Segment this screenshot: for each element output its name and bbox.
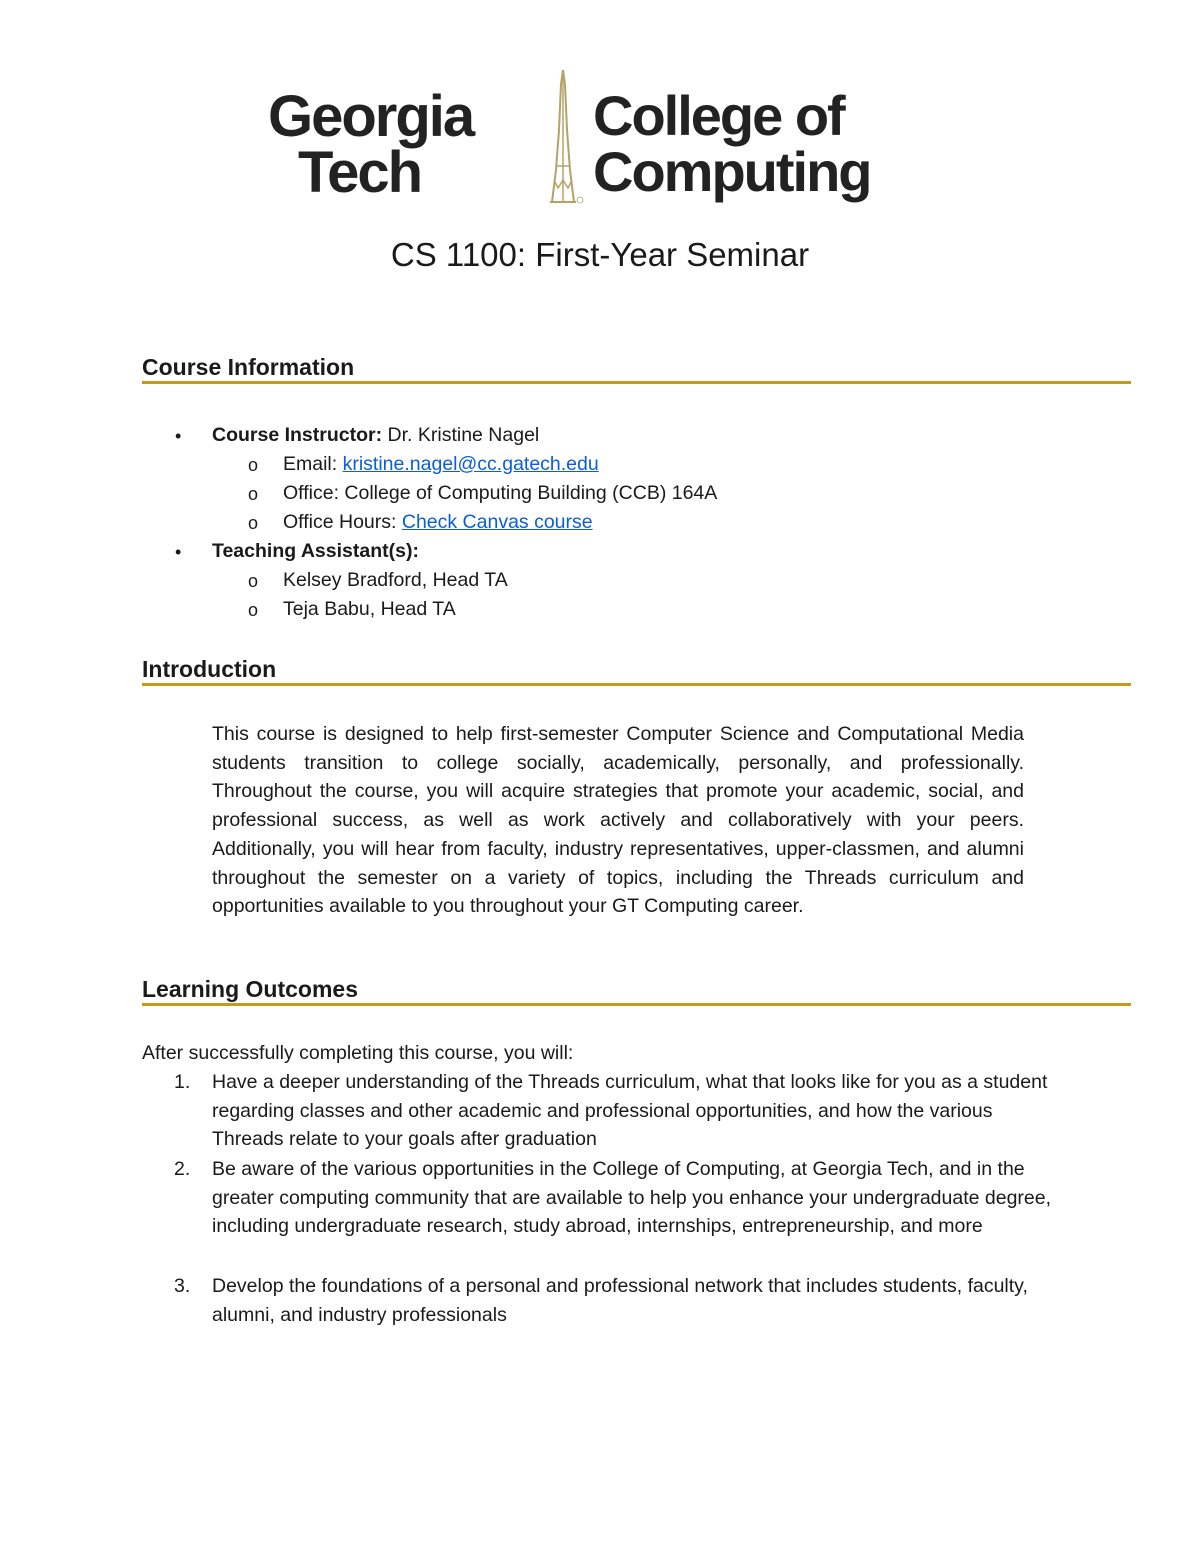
- sub-bullet-office-hours: o: [248, 513, 259, 533]
- bullet-instructor: •: [175, 426, 182, 446]
- email-row: [283, 453, 599, 476]
- outcome-item: Develop the foundations of a personal and professional network that includes students, faculty, alumni, and industry professionals: [212, 1275, 1028, 1326]
- section-heading-course-information: Course Information: [142, 354, 1131, 384]
- logo-word-computing: Computing: [593, 140, 871, 203]
- ta-item: Teja Babu, Head TA: [283, 598, 456, 620]
- outcome-number: 1.: [174, 1071, 191, 1093]
- instructor-name: Dr. Kristine Nagel: [387, 424, 540, 446]
- check-canvas-link[interactable]: Check Canvas course: [401, 511, 593, 533]
- bullet-teaching-assistants: •: [175, 542, 182, 562]
- teaching-assistants-label: Teaching Assistant(s):: [212, 540, 419, 562]
- logo-word-georgia: Georgia: [268, 84, 474, 149]
- sub-bullet-email: o: [248, 455, 259, 475]
- office-hours-label: Office Hours:: [283, 511, 397, 533]
- instructor-label: Course Instructor:: [212, 424, 383, 446]
- office-row: Office: College of Computing Building (CCB) 164A: [283, 482, 718, 504]
- logo-word-college-of: College of: [593, 84, 844, 147]
- tech-tower-icon: [540, 70, 586, 210]
- introduction-paragraph: This course is designed to help first-semester Computer Science and Computational Media students transition to college socially, academically, personally, and professionally. Throughout the course, you will acquire strategies that promote your academic, social, and professional success, as well as work actively and collaboratively with your peers. Additionally, you will hear from faculty, industry representatives, upper-classmen, and alumni throughout the semester on a variety of topics, including the Threads curriculum and opportunities available to you throughout your GT Computing career.: [212, 723, 1024, 918]
- sub-bullet-ta-2: o: [248, 600, 259, 620]
- outcome-item: Be aware of the various opportunities in the College of Computing, at Georgia Tech, and in the greater computing community that are available to help you enhance your undergraduate degree, including undergraduate research, study abroad, internships, entrepreneurship, and more: [212, 1158, 1052, 1238]
- email-label: Email:: [283, 453, 338, 475]
- document-title: CS 1100: First-Year Seminar: [390, 236, 810, 273]
- section-heading-learning-outcomes: Learning Outcomes: [142, 976, 1131, 1006]
- outcome-number: 3.: [174, 1275, 191, 1297]
- outcomes-lead-text: After successfully completing this course, you will:: [142, 1042, 574, 1064]
- instructor-row: [212, 424, 539, 447]
- outcome-number: 2.: [174, 1158, 191, 1180]
- office-hours-row: [283, 511, 593, 534]
- outcome-item: Have a deeper understanding of the Threads curriculum, what that looks like for you as a student regarding classes and other academic and professional opportunities, and how the various Threads relate to your goals after graduation: [212, 1071, 1048, 1151]
- ta-item: Kelsey Bradford, Head TA: [283, 569, 508, 591]
- email-link[interactable]: kristine.nagel@cc.gatech.edu: [342, 453, 599, 475]
- sub-bullet-office: o: [248, 484, 259, 504]
- section-heading-introduction: Introduction: [142, 656, 1131, 686]
- logo-word-tech: Tech: [298, 140, 422, 205]
- georgia-tech-college-of-computing-logo: [268, 70, 933, 210]
- sub-bullet-ta-1: o: [248, 571, 259, 591]
